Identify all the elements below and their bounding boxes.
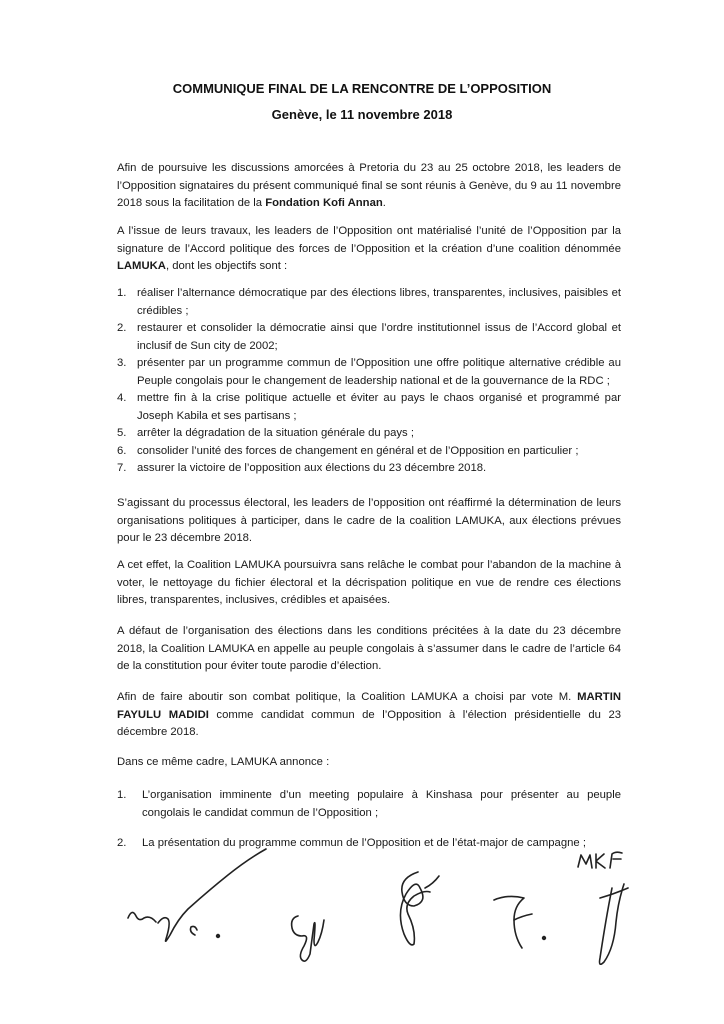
list-item: 1. L’organisation imminente d’un meeting populaire à Kinshasa pour présenter au peuple congolais le candidat commun de l’Opposition ;: [117, 789, 621, 819]
list-item: 5. arrêter la dégradation de la situation générale du pays ;: [117, 427, 414, 439]
voting-machine-paragraph: A cet effet, la Coalition LAMUKA poursuivra sans relâche le combat pour l’abandon de la machine à voter, le nettoyage du fichier électoral et la décrispation politique en vue de rendre ces élections libres, transparentes, inclusives, crédibles et apaisées.: [117, 559, 621, 606]
document-title: COMMUNIQUE FINAL DE LA RENCONTRE DE L’OPPOSITION: [172, 81, 552, 96]
objectives-list: [117, 285, 621, 478]
place-date: Genève, le 11 novembre 2018: [271, 107, 453, 122]
intro-paragraph-2: A l’issue de leurs travaux, les leaders de l’Opposition ont matérialisé l’unité de l’Opposition par la signature de l’Accord politique des forces de l’Opposition et la création d’une coalition dénommée LAMUKA, dont les objectifs sont :: [117, 225, 621, 272]
signatures-area: [0, 840, 724, 980]
list-item: 1. réaliser l’alternance démocratique par des élections libres, transparentes, inclusives, paisibles et crédibles ;: [117, 287, 621, 317]
facilitator-name: Fondation Kofi Annan: [265, 197, 383, 209]
list-item: 4. mettre fin à la crise politique actuelle et éviter au pays le chaos organisé et programmé par Joseph Kabila et ses partisans ;: [117, 392, 621, 422]
signature-4: [494, 896, 545, 948]
signature-2: [292, 916, 324, 961]
signature-3: [400, 872, 439, 945]
list-item: 2. restaurer et consolider la démocratie ainsi que l’ordre institutionnel issus de l’Accord global et inclusif de Sun city de 2002;: [117, 322, 621, 352]
announcement-intro: Dans ce même cadre, LAMUKA annonce :: [117, 756, 330, 768]
list-item: 2. La présentation du programme commun de l’Opposition et de l’état-major de campagne ;: [117, 837, 586, 849]
signature-5: [578, 852, 628, 964]
coalition-name: LAMUKA: [117, 260, 166, 272]
candidate-paragraph: Afin de faire aboutir son combat politique, la Coalition LAMUKA a choisi par vote M. MARTIN FAYULU MADIDI comme candidat commun de l’Opposition à l’élection présidentielle du 23 décembre 2018.: [117, 691, 622, 738]
article-64-paragraph: A défaut de l’organisation des élections dans les conditions précitées à la date du 23 décembre 2018, la Coalition LAMUKA en appelle au peuple congolais à s’assumer dans le cadre de l’article 64 de la constitution pour éviter toute parodie d’élection.: [117, 625, 621, 672]
list-item: 6. consolider l’unité des forces de changement en général et de l’Opposition en particulier ;: [117, 444, 579, 457]
list-item: 3. présenter par un programme commun de l’Opposition une offre politique alternative crédible au Peuple congolais pour le changement de leadership national et de la gouvernance de la RDC ;: [117, 357, 621, 387]
signature-1: [128, 849, 266, 941]
signatures-drawing: [0, 840, 724, 980]
electoral-process-paragraph: S’agissant du processus électoral, les leaders de l’opposition ont réaffirmé la détermination de leurs organisations politiques à participer, dans le cadre de la coalition LAMUKA, aux élections prévues pour le 23 décembre 2018.: [117, 497, 621, 544]
candidate-name: MARTIN FAYULU MADIDI: [117, 691, 621, 721]
list-item: 7. assurer la victoire de l’opposition aux élections du 23 décembre 2018.: [117, 462, 487, 474]
intro-paragraph-1: Afin de poursuive les discussions amorcées à Pretoria du 23 au 25 octobre 2018, les leaders de l’Opposition signataires du présent communiqué final se sont réunis à Genève, du 9 au 11 novembre 2018 sous la facilitation de la Fondation Kofi Annan.: [117, 162, 621, 209]
